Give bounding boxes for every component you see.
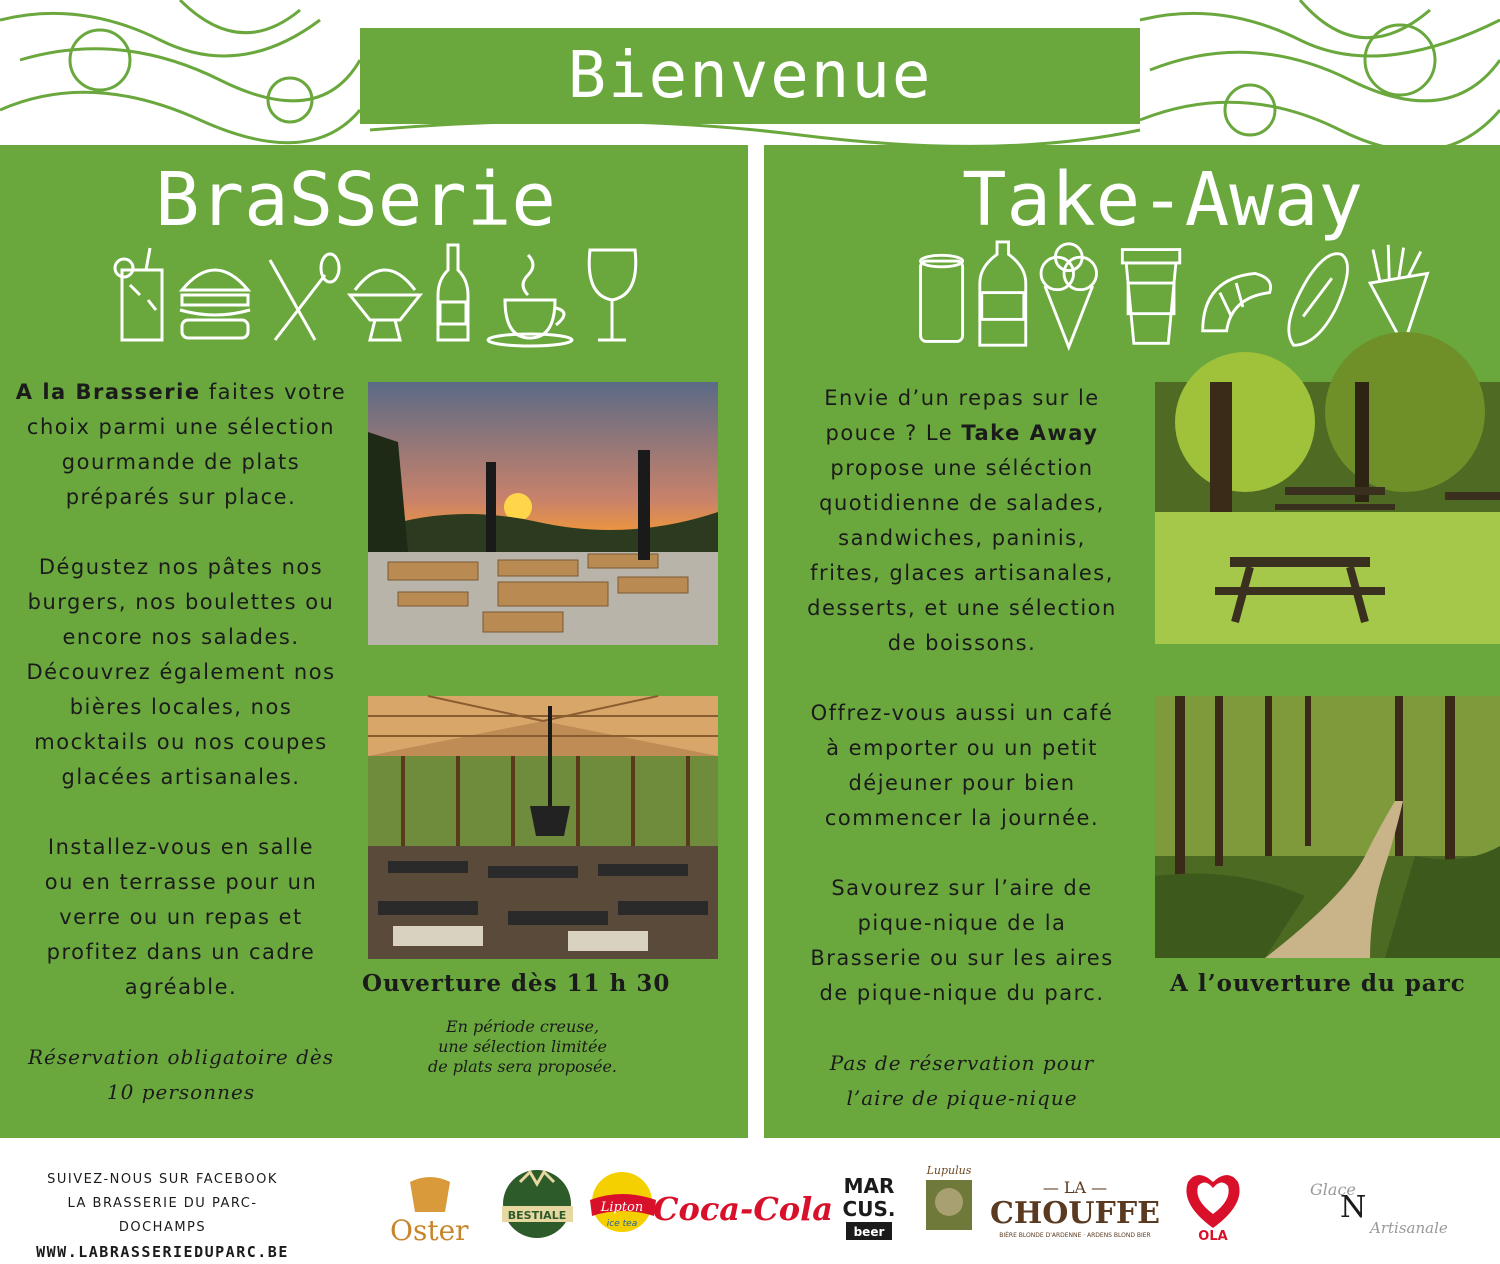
brasserie-intro-rest: faites votre bbox=[200, 380, 347, 404]
picnic-area-photo bbox=[1155, 382, 1500, 644]
text-line: bières locales, nos bbox=[69, 695, 293, 719]
cutlery-icon bbox=[270, 254, 339, 340]
ice-cream-cone-icon bbox=[1041, 244, 1096, 347]
svg-text:Lupulus: Lupulus bbox=[926, 1164, 972, 1177]
text-line: de boissons. bbox=[887, 631, 1037, 655]
dining-room-photo bbox=[368, 696, 718, 959]
text-line: Savourez sur l’aire de bbox=[831, 876, 1093, 900]
reservation-note: Réservation obligatoire dès bbox=[28, 1045, 334, 1069]
text-line: encore nos salades. bbox=[62, 625, 300, 649]
svg-text:BIÈRE BLONDE D'ARDENNE · ARDEN: BIÈRE BLONDE D'ARDENNE · ARDENS BLOND BIER bbox=[999, 1232, 1151, 1239]
wine-glass-icon bbox=[589, 250, 636, 340]
takeaway-opening-hours: A l’ouverture du parc bbox=[1170, 970, 1466, 997]
text-line: mocktails ou nos coupes bbox=[34, 730, 328, 754]
text-line: ou en terrasse pour un bbox=[44, 870, 318, 894]
text-line: sandwiches, paninis, bbox=[838, 526, 1086, 550]
text-line: Envie d’un repas sur le bbox=[824, 386, 1100, 410]
text-line: à emporter ou un petit bbox=[826, 736, 1098, 760]
cocktail-icon bbox=[115, 248, 162, 340]
text-line: de pique-nique du parc. bbox=[819, 981, 1105, 1005]
text-line: agréable. bbox=[124, 975, 238, 999]
svg-text:OLA: OLA bbox=[1198, 1229, 1228, 1244]
text-line: glacées artisanales. bbox=[61, 765, 301, 789]
oster-logo bbox=[385, 1172, 495, 1247]
svg-text:Artisanale: Artisanale bbox=[1370, 1219, 1448, 1237]
svg-text:N: N bbox=[1340, 1190, 1367, 1225]
brasserie-opening-hours: Ouverture dès 11 h 30 bbox=[362, 970, 671, 997]
marcus-beer-logo bbox=[832, 1168, 907, 1248]
text-line: Découvrez également nos bbox=[26, 660, 336, 684]
soda-can-icon bbox=[921, 255, 963, 341]
text-line: choix parmi une sélection bbox=[26, 415, 336, 439]
facebook-page-name: LA BRASSERIE DU PARC-DOCHAMPS bbox=[67, 1196, 258, 1235]
coffee-to-go-icon bbox=[1122, 250, 1179, 344]
note-line: une sélection limitée bbox=[438, 1037, 607, 1056]
water-bottle-icon bbox=[980, 242, 1026, 345]
forest-path-photo bbox=[1155, 696, 1500, 958]
note-line: de plats sera proposée. bbox=[427, 1057, 617, 1076]
svg-text:Glace: Glace bbox=[1310, 1180, 1356, 1199]
off-peak-note bbox=[400, 1017, 645, 1077]
text-line: frites, glaces artisanales, bbox=[810, 561, 1114, 585]
svg-text:MAR: MAR bbox=[843, 1174, 895, 1198]
facebook-block bbox=[30, 1168, 295, 1264]
la-chouffe-logo bbox=[980, 1175, 1170, 1245]
takeaway-bold: Take Away bbox=[961, 421, 1099, 445]
svg-text:CUS.: CUS. bbox=[842, 1197, 896, 1221]
svg-text:BESTIALE: BESTIALE bbox=[507, 1209, 567, 1222]
text-line: Offrez-vous aussi un café bbox=[810, 701, 1114, 725]
svg-text:Lipton: Lipton bbox=[600, 1200, 644, 1215]
coffee-cup-icon bbox=[488, 255, 572, 346]
svg-text:beer: beer bbox=[853, 1225, 885, 1239]
brasserie-panel bbox=[0, 145, 748, 1138]
text-line: Brasserie ou sur les aires bbox=[810, 946, 1114, 970]
text-line: profitez dans un cadre bbox=[46, 940, 316, 964]
panel-divider bbox=[748, 145, 764, 1138]
text-line: déjeuner pour bien bbox=[848, 771, 1076, 795]
footer bbox=[0, 1160, 1500, 1260]
takeaway-text bbox=[786, 381, 1138, 1116]
ola-logo bbox=[1178, 1166, 1248, 1244]
svg-text:— LA —: — LA — bbox=[1042, 1178, 1108, 1197]
reservation-note: 10 personnes bbox=[106, 1080, 256, 1104]
takeaway-title: Take-Away bbox=[962, 157, 1363, 243]
text-line: pouce ? Le bbox=[825, 421, 962, 445]
text-line: gourmande de plats bbox=[61, 450, 301, 474]
text-line: pique-nique de la bbox=[857, 911, 1067, 935]
website-link[interactable]: WWW.LABRASSERIEDUPARC.BE bbox=[36, 1243, 289, 1261]
welcome-title: Bienvenue bbox=[567, 39, 933, 113]
follow-us-text: SUIVEZ-NOUS SUR FACEBOOK bbox=[47, 1172, 278, 1187]
text-line: préparés sur place. bbox=[65, 485, 297, 509]
welcome-banner bbox=[360, 28, 1140, 124]
coca-cola-logo bbox=[652, 1178, 834, 1238]
sandwich-icon bbox=[1289, 254, 1348, 346]
brasserie-icons bbox=[110, 240, 640, 350]
brasserie-title: BraSSerie bbox=[155, 157, 556, 243]
takeaway-panel bbox=[764, 145, 1500, 1138]
text-line: Dégustez nos pâtes nos bbox=[38, 555, 324, 579]
lupulus-logo bbox=[918, 1162, 980, 1247]
text-line: burgers, nos boulettes ou bbox=[27, 590, 335, 614]
glace-artisanale-logo bbox=[1285, 1165, 1455, 1245]
svg-text:CHOUFFE: CHOUFFE bbox=[990, 1196, 1160, 1231]
croissant-icon bbox=[1203, 273, 1271, 330]
takeaway-icons bbox=[904, 240, 1444, 350]
svg-text:ice tea: ice tea bbox=[606, 1219, 638, 1229]
text-line: commencer la journée. bbox=[824, 806, 1100, 830]
text-line: verre ou un repas et bbox=[59, 905, 303, 929]
text-line: quotidienne de salades, bbox=[819, 491, 1105, 515]
fries-icon bbox=[1370, 245, 1427, 345]
bestiale-logo bbox=[500, 1162, 575, 1252]
text-line: propose une séléction bbox=[830, 456, 1094, 480]
text-line: desserts, et une sélection bbox=[807, 596, 1117, 620]
brasserie-intro-bold: A la Brasserie bbox=[15, 380, 201, 404]
terrace-sunset-photo bbox=[368, 382, 718, 645]
text-line: Installez-vous en salle bbox=[47, 835, 315, 859]
svg-text:Oster: Oster bbox=[390, 1214, 469, 1247]
no-reservation-note: l’aire de pique-nique bbox=[846, 1086, 1078, 1110]
burger-icon bbox=[180, 270, 250, 338]
note-line: En période creuse, bbox=[445, 1017, 600, 1036]
ice-cream-cup-icon bbox=[350, 270, 420, 340]
brasserie-text bbox=[0, 375, 362, 1110]
no-reservation-note: Pas de réservation pour bbox=[829, 1051, 1095, 1075]
svg-text:Coca-Cola: Coca-Cola bbox=[652, 1190, 834, 1228]
beer-bottle-icon bbox=[438, 245, 468, 340]
